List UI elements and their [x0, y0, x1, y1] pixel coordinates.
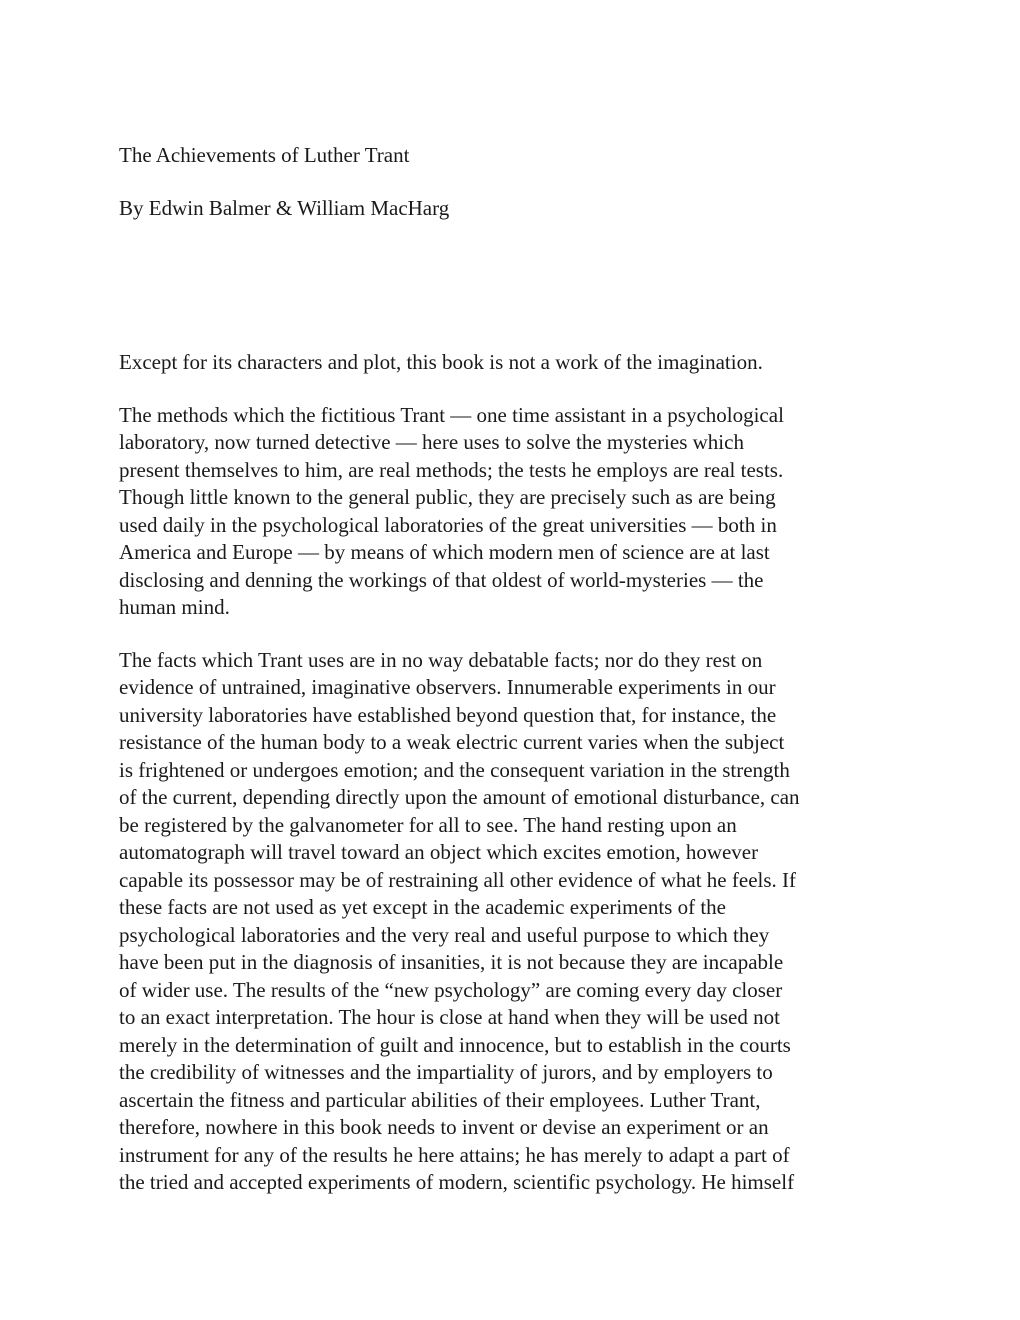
text-line: merely in the determination of guilt and innocence, but to establish in the courts — [119, 1032, 791, 1057]
text-line: these facts are not used as yet except in the academic experiments of the — [119, 895, 726, 919]
paragraph — [119, 402, 980, 622]
text-line: of the current, depending directly upon the amount of emotional disturbance, can — [119, 785, 800, 809]
text-line: to an exact interpretation. The hour is close at hand when they will be used not — [119, 1005, 780, 1029]
text-line: is frightened or undergoes emotion; and the consequent variation in the strength — [119, 757, 790, 782]
text-line: evidence of untrained, imaginative observers. Innumerable experiments in our — [119, 675, 776, 699]
text-line: resistance of the human body to a weak electric current varies when the subject — [119, 730, 785, 754]
text-line: The facts which Trant uses are in no way debatable facts; nor do they rest on — [119, 647, 763, 672]
text-line: have been put in the diagnosis of insanities, it is not because they are incapable — [119, 950, 784, 974]
text-line: used daily in the psychological laboratories of the great universities — both in — [119, 512, 777, 537]
text-line: therefore, nowhere in this book needs to invent or devise an experiment or an — [119, 1115, 769, 1139]
text-line: psychological laboratories and the very real and useful purpose to which they — [119, 922, 770, 947]
text-line: university laboratories have established beyond question that, for instance, the — [119, 702, 777, 727]
text-line: disclosing and denning the workings of that oldest of world-mysteries — the — [119, 567, 764, 592]
text-line: America and Europe — by means of which modern men of science are at last — [119, 540, 770, 564]
text-line: present themselves to him, are real methods; the tests he employs are real tests. — [119, 457, 784, 482]
text-line: capable its possessor may be of restraining all other evidence of what he feels. If — [119, 867, 797, 892]
paragraph — [119, 349, 980, 377]
text-line: ascertain the fitness and particular abilities of their employees. Luther Trant, — [119, 1087, 761, 1112]
book-title: The Achievements of Luther Trant — [119, 143, 410, 167]
text-line: Except for its characters and plot, this book is not a work of the imagination. — [119, 350, 763, 374]
book-body-text — [119, 349, 980, 1197]
paragraph — [119, 647, 980, 1197]
text-line: laboratory, now turned detective — here uses to solve the mysteries which — [119, 430, 744, 454]
text-line: human mind. — [119, 595, 230, 619]
text-line: of wider use. The results of the “new psychology” are coming every day closer — [119, 977, 783, 1002]
book-byline: By Edwin Balmer & William MacHarg — [119, 195, 450, 220]
text-line: automatograph will travel toward an object which excites emotion, however — [119, 840, 759, 864]
text-line: The methods which the fictitious Trant — one time assistant in a psychological — [119, 402, 784, 427]
text-line: Though little known to the general public, they are precisely such as are being — [119, 485, 776, 509]
text-line: the tried and accepted experiments of modern, scientific psychology. He himself — [119, 1170, 795, 1194]
text-line: instrument for any of the results he here attains; he has merely to adapt a part of — [119, 1142, 790, 1167]
text-line: be registered by the galvanometer for all to see. The hand resting upon an — [119, 812, 737, 837]
text-line: the credibility of witnesses and the impartiality of jurors, and by employers to — [119, 1060, 773, 1084]
